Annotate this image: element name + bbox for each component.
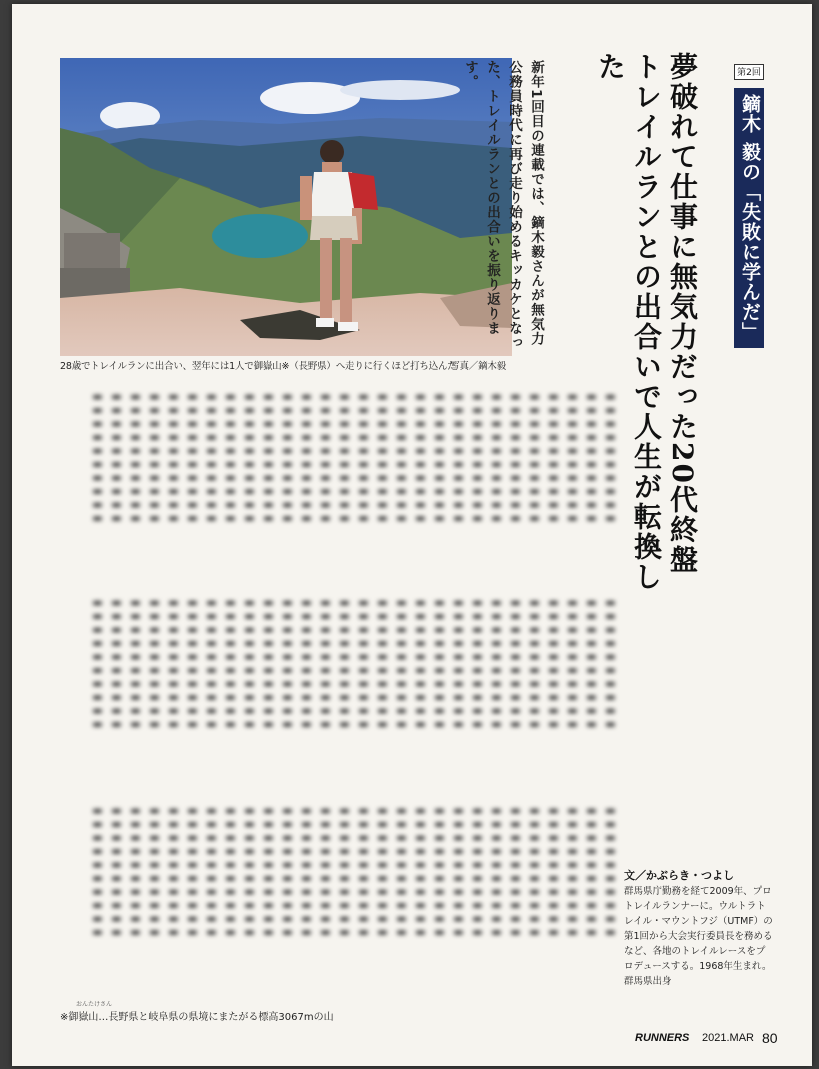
author-label: 文／かぶらき・つよし xyxy=(624,869,734,882)
trail-runner-photo xyxy=(60,58,512,356)
blurred-body-text-lower: ▬▬▬▬▬▬▬▬▬▬ ▬▬▬▬▬▬▬▬▬▬ ▬▬▬▬▬▬▬▬▬▬ ▬▬▬▬▬▬▬▬▬▬ ▬▬▬▬▬▬▬▬▬▬ ▬▬▬▬▬▬▬▬▬▬ ▬▬▬▬▬▬▬▬▬▬ ▬▬▬▬▬▬▬▬▬▬ ▬▬▬▬▬▬▬▬▬▬ ▬▬▬▬▬▬▬▬▬▬ ▬▬▬▬▬▬▬▬▬▬ ▬▬▬▬▬▬▬▬▬▬ ▬▬▬▬▬▬▬▬▬▬ ▬▬▬▬▬▬▬▬▬▬ ▬▬▬▬▬▬▬▬▬▬ ▬▬▬▬▬▬▬▬▬▬ ▬▬▬▬▬▬▬▬▬▬ ▬▬▬▬▬▬▬▬▬▬ ▬▬▬▬▬▬▬▬▬▬ ▬▬▬▬▬▬▬▬▬▬ ▬▬▬▬▬▬▬▬▬▬ ▬▬▬▬▬▬▬▬▬▬ ▬▬▬▬▬▬▬▬▬▬ ▬▬▬▬▬▬▬▬▬▬ ▬▬▬▬▬▬▬▬▬▬ ▬▬▬▬▬▬▬▬▬▬ ▬▬▬▬▬▬▬▬▬▬ ▬▬▬▬▬▬▬▬▬▬ xyxy=(91,804,617,939)
blurred-body-text-middle: ▬▬▬▬▬▬▬▬▬▬ ▬▬▬▬▬▬▬▬▬▬ ▬▬▬▬▬▬▬▬▬▬ ▬▬▬▬▬▬▬▬▬▬ ▬▬▬▬▬▬▬▬▬▬ ▬▬▬▬▬▬▬▬▬▬ ▬▬▬▬▬▬▬▬▬▬ ▬▬▬▬▬▬▬▬▬▬ ▬▬▬▬▬▬▬▬▬▬ ▬▬▬▬▬▬▬▬▬▬ ▬▬▬▬▬▬▬▬▬▬ ▬▬▬▬▬▬▬▬▬▬ ▬▬▬▬▬▬▬▬▬▬ ▬▬▬▬▬▬▬▬▬▬ ▬▬▬▬▬▬▬▬▬▬ ▬▬▬▬▬▬▬▬▬▬ ▬▬▬▬▬▬▬▬▬▬ ▬▬▬▬▬▬▬▬▬▬ ▬▬▬▬▬▬▬▬▬▬ ▬▬▬▬▬▬▬▬▬▬ ▬▬▬▬▬▬▬▬▬▬ ▬▬▬▬▬▬▬▬▬▬ ▬▬▬▬▬▬▬▬▬▬ ▬▬▬▬▬▬▬▬▬▬ ▬▬▬▬▬▬▬▬▬▬ ▬▬▬▬▬▬▬▬▬▬ ▬▬▬▬▬▬▬▬▬▬ ▬▬▬▬▬▬▬▬▬▬ xyxy=(91,596,617,731)
magazine-name: RUNNERS xyxy=(635,1032,690,1044)
mountain-photo-illustration xyxy=(60,58,512,356)
series-title: 鏑木 毅の「失敗に学んだ」 xyxy=(734,88,764,348)
page-number: 80 xyxy=(762,1030,778,1046)
author-bio: 群馬県庁勤務を経て2009年、プロトレイルランナーに。ウルトラトレイル・マウントフジ（UTMF）の第1回から大会実行委員長を務めるなど、各地のトレイルレースをプロデュースする。1968年生まれ。群馬県出身 xyxy=(624,886,773,987)
caption-text: 28歳でトレイルランに出合い、翌年には1人で御嶽山※（長野県）へ走りに行くほど打ち込んだ xyxy=(60,361,457,372)
photo-credit: 写真／鏑木毅 xyxy=(450,361,506,372)
magazine-page xyxy=(12,4,812,1066)
headline-line-2: トレイルランとの出合いで人生が転換した xyxy=(594,52,663,592)
issue-date: 2021.MAR xyxy=(702,1032,754,1044)
footnote-ruby: おんたけさん xyxy=(76,1001,113,1008)
lead-text: 新年1回目の連載では、鏑木毅さんが無気力公務員時代に再び走り始めるキッカケとなった、トレイルランとの出合いを振り返ります。 xyxy=(462,60,544,350)
headline-line-1: 夢破れて仕事に無気力だった20代終盤 xyxy=(666,52,699,575)
blurred-body-text-upper: ▬▬▬▬▬▬▬▬▬▬ ▬▬▬▬▬▬▬▬▬▬ ▬▬▬▬▬▬▬▬▬▬ ▬▬▬▬▬▬▬▬▬▬ ▬▬▬▬▬▬▬▬▬▬ ▬▬▬▬▬▬▬▬▬▬ ▬▬▬▬▬▬▬▬▬▬ ▬▬▬▬▬▬▬▬▬▬ ▬▬▬▬▬▬▬▬▬▬ ▬▬▬▬▬▬▬▬▬▬ ▬▬▬▬▬▬▬▬▬▬ ▬▬▬▬▬▬▬▬▬▬ ▬▬▬▬▬▬▬▬▬▬ ▬▬▬▬▬▬▬▬▬▬ ▬▬▬▬▬▬▬▬▬▬ ▬▬▬▬▬▬▬▬▬▬ ▬▬▬▬▬▬▬▬▬▬ ▬▬▬▬▬▬▬▬▬▬ ▬▬▬▬▬▬▬▬▬▬ ▬▬▬▬▬▬▬▬▬▬ ▬▬▬▬▬▬▬▬▬▬ ▬▬▬▬▬▬▬▬▬▬ ▬▬▬▬▬▬▬▬▬▬ ▬▬▬▬▬▬▬▬▬▬ ▬▬▬▬▬▬▬▬▬▬ ▬▬▬▬▬▬▬▬▬▬ ▬▬▬▬▬▬▬▬▬▬ ▬▬▬▬▬▬▬▬▬▬ xyxy=(91,390,617,525)
photo-caption xyxy=(60,358,512,372)
series-label xyxy=(734,64,764,348)
footnote xyxy=(60,1001,334,1023)
footnote-text: ※御嶽山…長野県と岐阜県の県境にまたがる標高3067mの山 xyxy=(60,1012,334,1023)
series-number-tag: 第2回 xyxy=(734,64,764,80)
